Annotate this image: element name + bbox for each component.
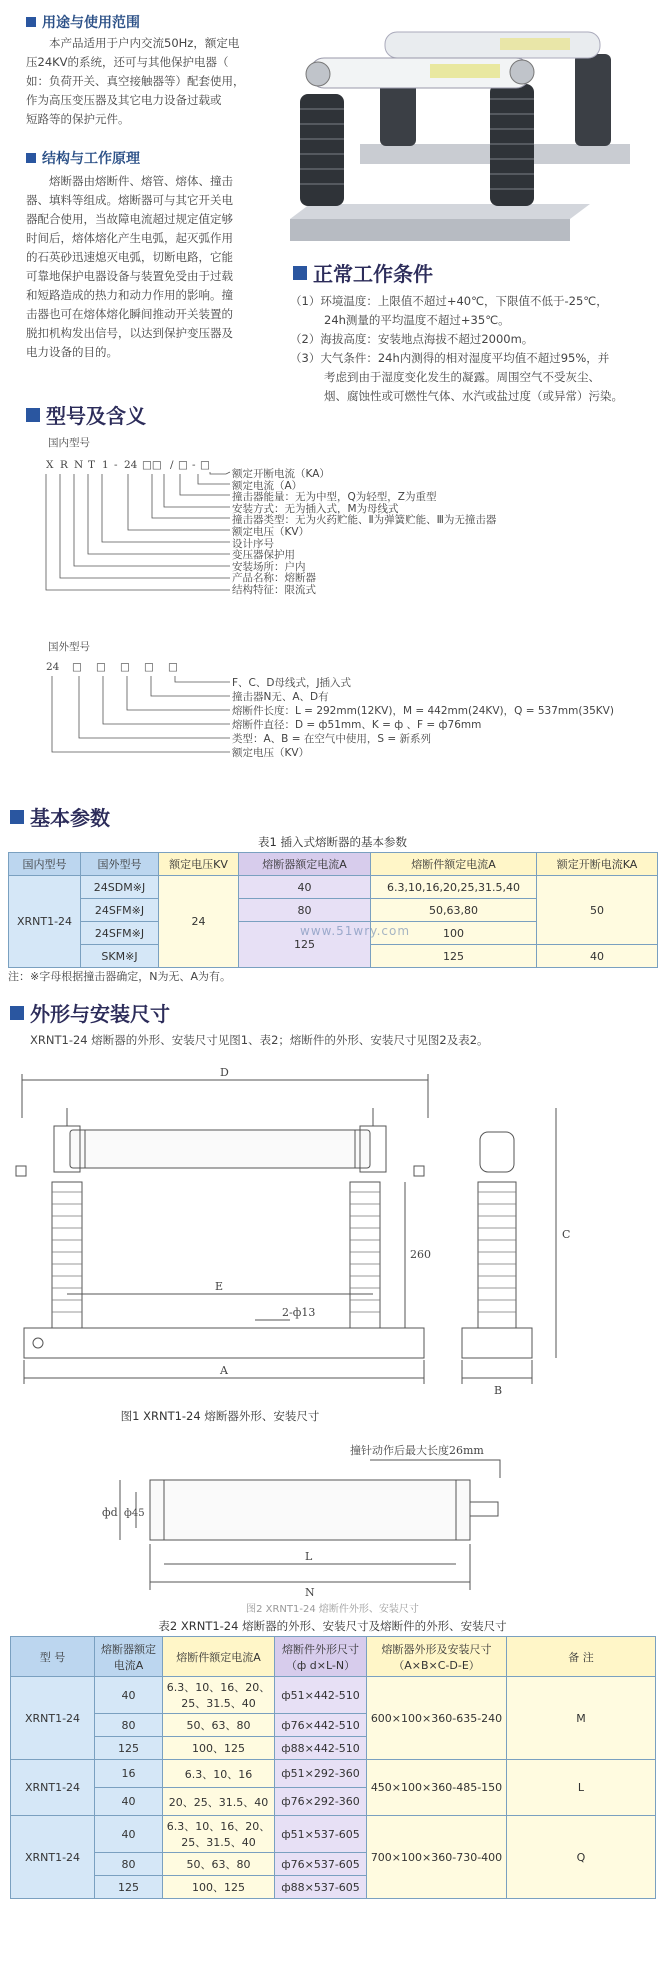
square-bullet-icon: [26, 408, 40, 422]
fig1-label-E: E: [215, 1280, 224, 1293]
foreign-model-label: 国外型号: [48, 641, 90, 653]
table-row: XRNT1-24 16 6.3、10、16 ф51×292-360 450×100×360-485-150 L: [11, 1760, 656, 1788]
figure1-drawing: [10, 1058, 650, 1398]
square-bullet-icon: [26, 17, 36, 27]
fig2-label-d: фd: [102, 1506, 118, 1519]
structure-paragraph: 熔断器由熔断件、熔管、熔体、撞击 器、填料等组成。熔断器可与其它开关电 器配合使用，当故障电流超过规定值定够 时间后，熔体熔化产生电弧，起灭弧作用 的石英砂迅速熄灭电弧，切断电路，它能 可靠地保护电器设备与装置免受由于过载 和短路造成的热力和动力作用的影响。撞 击器也可在熔体熔化瞬间推动开关装置的 脱扣机构发出信号，以达到保护变压器及 电力设备的目的。: [26, 174, 233, 359]
domestic-model-items: 额定开断电流（KA） 额定电流（A） 撞击器能量：无为中型，Q为轻型，Z为重型 安装方式：无为插入式，M为母线式 撞击器类型：无为火药贮能、Ⅱ为弹簧贮能、Ⅲ为无撞击器 额定电压（KV） 设计序号 变压器保护用 安装场所：户内 产品名称：熔断器 结构特征：限流式: [232, 468, 497, 596]
table-row: 80 50、63、80 ф76×537-605: [11, 1853, 656, 1876]
fig1-label-C: C: [562, 1228, 571, 1241]
conditions-list: （1）环境温度：上限值不超过+40℃，下限值不低于-25℃， 24h测量的平均温度不超过+35℃。 （2）海拔高度：安装地点海拔不超过2000m。 （3）大气条件：24h内测得的相对湿度平均值不超过95%，并 考虑到由于湿度变化发生的凝露。周围空气不受灰尘、 烟、腐蚀性或可燃性气体、水汽或盐过度（或异常）污染。: [290, 294, 623, 403]
structure-title: 结构与工作原理: [26, 148, 140, 168]
foreign-model-items: F、C、D母线式，J插入式 撞击器N无、A、D有 熔断件长度：L = 292mm(12KV)，M = 442mm(24KV)，Q = 537mm(35KV) 熔断件直径：D = ф51mm、K = ф 、F = ф76mm 类型：A、B = 在空气中使用，S = 新系列 额定电压（KV）: [232, 677, 614, 759]
domestic-model-label: 国内型号: [48, 437, 90, 449]
table-row: SKM※J 125 40: [9, 945, 658, 968]
fig1-label-B: B: [494, 1384, 503, 1397]
dimensions-intro: XRNT1-24 熔断器的外形、安装尺寸见图1、表2；熔断件的外形、安装尺寸见图2及表2。: [30, 1033, 489, 1047]
table-row: XRNT1-24 24SDM※J 24 40 6.3,10,16,20,25,31.5,40 50: [9, 876, 658, 899]
figure2-caption: 图2 XRNT1-24 熔断件外形、安装尺寸: [246, 1604, 419, 1615]
fig1-label-260: 260: [410, 1248, 431, 1261]
table1-caption: 表1 插入式熔断器的基本参数: [258, 835, 407, 849]
square-bullet-icon: [10, 1006, 24, 1020]
fig1-label-D: D: [220, 1066, 229, 1079]
conditions-title: 正常工作条件: [293, 258, 433, 287]
figure1-caption: 图1 XRNT1-24 熔断器外形、安装尺寸: [120, 1409, 320, 1423]
fig2-label-N: N: [305, 1586, 315, 1599]
dimensions-title: 外形与安装尺寸: [10, 998, 170, 1027]
fuse-product-photo: [290, 4, 650, 254]
watermark: www.51wry.com: [300, 924, 411, 938]
front-base-plate: [290, 219, 570, 241]
model-title: 型号及含义: [26, 400, 146, 429]
table1-note: 注：※字母根据撞击器确定，N为无、A为有。: [8, 970, 231, 983]
fig2-label-L: L: [305, 1550, 313, 1563]
square-bullet-icon: [293, 266, 307, 280]
usage-title: 用途与使用范围: [26, 12, 140, 32]
table-row: 40 20、25、31.5、40 ф76×292-360: [11, 1788, 656, 1816]
usage-paragraph: 本产品适用于户内交流50Hz，额定电 压24KV的系统，还可与其他保护电器（ 如：负荷开关、真空接触器等）配套使用， 作为高压变压器及其它电力设备过载或 短路等的保护元件。: [26, 36, 245, 126]
basic-params-title: 基本参数: [10, 802, 110, 831]
fig1-label-hole: 2-ф13: [282, 1306, 316, 1319]
table1: 国内型号 国外型号 额定电压KV 熔断器额定电流A 熔断件额定电流A 额定开断电流KA XRNT1-24 24SDM※J 24 40 6.3,10,16,20,25,31.5,40 50 24SFM※J 80 50,63,80 24SFM※J 125 100 SKM※J 125 40: [8, 852, 658, 968]
table-row: 24SFM※J 80 50,63,80: [9, 899, 658, 922]
fig2-label-d45: ф45: [124, 1508, 145, 1519]
table-row: 125 100、125 ф88×537-605: [11, 1876, 656, 1899]
table2: 型 号 熔断器额定电流A 熔断件额定电流A 熔断件外形尺寸（ф d×L-N） 熔断器外形及安装尺寸（A×B×C-D-E） 备 注 XRNT1-24 40 6.3、10、16、20、25、31.5、40 ф51×442-510 600×100×360-635-240 M 80 50、63、80 ф76×442-510 125 100、125 ф88×442-510 XRNT1-24 16 6.3、10、16 ф51×292-360 450×100×360-485-150 L 40 20、25、31.5、40 ф76×292-360 XRNT1-24 40 6.3、10、16、20、25、31.5、40 ф51×537-605 700×100×360-730-400 Q 80 50、63、80 ф76×537-605 125 100、125 ф88×537-605: [10, 1636, 656, 1899]
table-row: XRNT1-24 40 6.3、10、16、20、25、31.5、40 ф51×442-510 600×100×360-635-240 M: [11, 1677, 656, 1714]
foreign-model-leader-lines: [40, 672, 240, 782]
square-bullet-icon: [10, 810, 24, 824]
figure2-drawing: [100, 1440, 540, 1600]
square-bullet-icon: [26, 153, 36, 163]
table-row: 125 100、125 ф88×442-510: [11, 1737, 656, 1760]
table2-caption: 表2 XRNT1-24 熔断器的外形、安装尺寸及熔断件的外形、安装尺寸: [158, 1619, 507, 1633]
fig1-label-A: A: [220, 1364, 228, 1377]
table-row: 80 50、63、80 ф76×442-510: [11, 1714, 656, 1737]
table-row: 24SFM※J 125 100: [9, 922, 658, 945]
table-row: XRNT1-24 40 6.3、10、16、20、25、31.5、40 ф51×537-605 700×100×360-730-400 Q: [11, 1816, 656, 1853]
fig2-label-striker: 撞针动作后最大长度26mm: [350, 1444, 484, 1457]
